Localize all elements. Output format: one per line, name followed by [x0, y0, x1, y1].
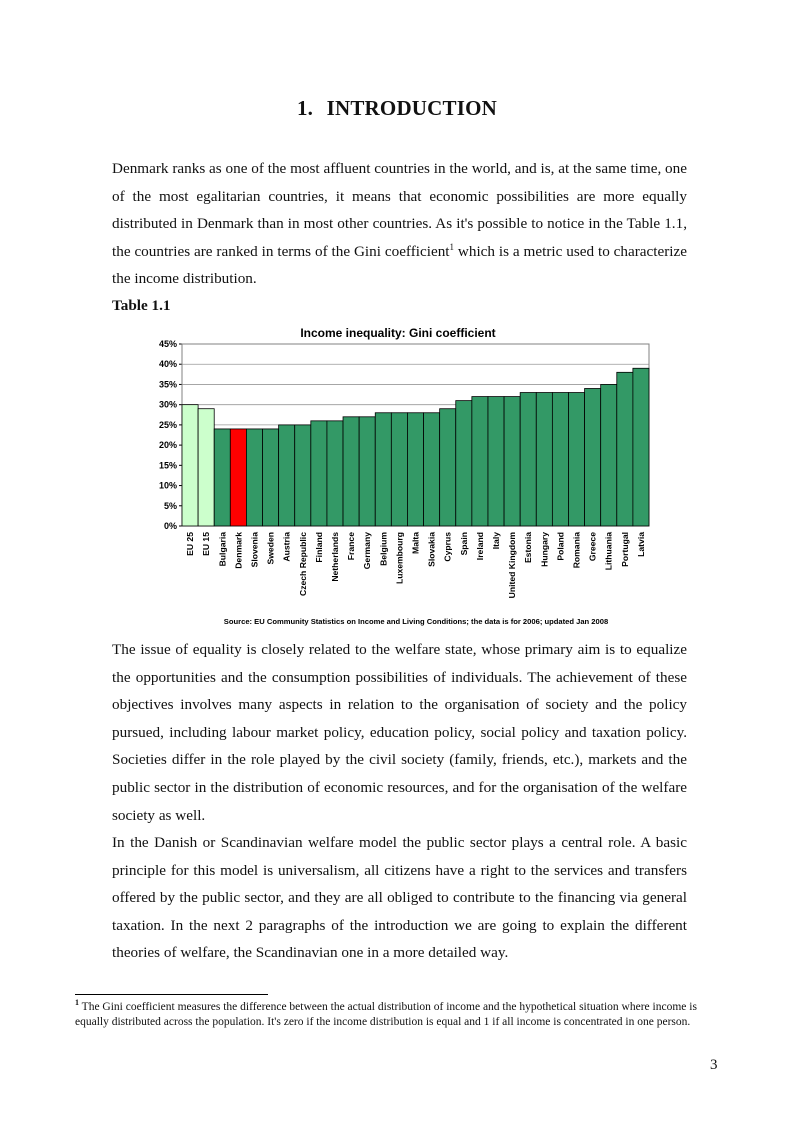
y-tick-label: 25% — [158, 419, 177, 430]
y-tick-label: 20% — [158, 440, 177, 451]
footnote-text: The Gini coefficient measures the difference between the actual distribution of income and the hypothetical situation where income is equally distributed across the population. It's zero if the income distribution is equal and 1 if all income is concentrated in one person. — [75, 1001, 697, 1028]
bar-finland — [311, 421, 327, 526]
footnote — [75, 1000, 720, 1030]
x-tick-label: Finland — [313, 532, 324, 563]
y-tick-label: 15% — [158, 460, 177, 471]
x-tick-label: Luxembourg — [394, 532, 405, 585]
x-tick-label: Ireland — [474, 532, 485, 561]
y-tick-label: 5% — [163, 500, 177, 511]
section-number: 1. — [296, 96, 314, 120]
x-tick-label: Lithuania — [603, 532, 614, 571]
x-tick-label: Belgium — [378, 532, 389, 566]
bar-hungary — [536, 393, 552, 526]
chart-title: Income inequality: Gini coefficient — [300, 326, 496, 340]
bar-czech-republic — [295, 425, 311, 526]
footnote-separator — [75, 994, 268, 995]
bar-austria — [279, 425, 295, 526]
y-tick-label: 30% — [158, 399, 177, 410]
bar-greece — [585, 388, 601, 526]
chart-source: Source: EU Community Statistics on Income and Living Conditions; the data is for 2006; updated Jan 2008 — [223, 617, 609, 626]
page-number: 3 — [710, 1057, 718, 1073]
footnote-marker: 1 — [75, 998, 79, 1008]
bar-italy — [488, 397, 504, 526]
paragraph-intro-text-end: which is a metric used to characterize the income distribution. — [112, 242, 688, 288]
table-label: Table 1.1 — [112, 297, 171, 314]
x-tick-label: France — [346, 532, 357, 561]
bar-eu-25 — [182, 405, 198, 526]
x-tick-label: Czech Republic — [297, 532, 308, 596]
x-tick-label: Germany — [362, 532, 373, 570]
footnote-reference[interactable]: 1 — [449, 241, 455, 252]
paragraph-welfare-equality: The issue of equality is closely related to the welfare state, whose primary aim is to equalize the opportunities and the consumption possibilities of individuals. The achievement of these objectives involves many aspects in relation to the organisation of society and the policy pursued, including labour market policy, education policy, social policy and taxation policy. Societies differ in the role played by the civil society (family, friends, etc.), markets and the public sector in the distribution of economic resources, and for the organisation of the welfare society as well. — [112, 641, 687, 824]
bar-spain — [456, 401, 472, 526]
y-axis-ticks — [159, 339, 182, 531]
chart-bars — [182, 368, 649, 526]
x-tick-label: Greece — [587, 532, 598, 562]
bar-ireland — [472, 397, 488, 526]
x-tick-label: EU 25 — [185, 532, 196, 556]
bar-romania — [568, 393, 584, 526]
bar-sweden — [263, 429, 279, 526]
x-tick-label: Estonia — [523, 532, 534, 564]
x-tick-label: Slovenia — [249, 532, 260, 568]
bar-lithuania — [601, 384, 617, 526]
y-tick-label: 0% — [163, 521, 177, 531]
x-tick-label: Malta — [410, 532, 421, 554]
bar-denmark — [230, 429, 246, 526]
x-tick-label: United Kingdom — [507, 532, 518, 599]
x-tick-label: EU 15 — [201, 532, 212, 556]
paragraph-intro-text: Denmark ranks as one of the most affluent countries in the world, and is, at the same time, one of the most egalitarian countries, it means that economic possibilities are more equally distributed in Denmark than in most other countries. As it's possible to notice in the Table 1.1, the countries are ranked in terms of the Gini coefficient — [112, 160, 687, 260]
section-heading — [0, 96, 794, 121]
x-tick-label: Latvia — [635, 532, 646, 557]
x-tick-label: Netherlands — [329, 532, 340, 582]
bar-france — [343, 417, 359, 526]
y-tick-label: 40% — [158, 359, 177, 370]
bar-belgium — [375, 413, 391, 526]
bar-eu-15 — [198, 409, 214, 526]
bar-malta — [407, 413, 423, 526]
x-tick-label: Romania — [571, 532, 582, 569]
bar-germany — [359, 417, 375, 526]
x-tick-label: Bulgaria — [217, 532, 228, 567]
paragraph-intro — [112, 155, 687, 293]
x-tick-label: Slovakia — [426, 532, 437, 567]
bar-united-kingdom — [504, 397, 520, 526]
paragraph-scandinavian-model: In the Danish or Scandinavian welfare model the public sector plays a central role. A basic principle for this model is universalism, all citizens have a right to the services and transfers offered by the public sector, and they are all obliged to contribute to the financing via general taxation. In the next 2 paragraphs of the introduction we are going to explain the different theories of welfare, the Scandinavian one in a more detailed way. — [112, 834, 687, 962]
bar-poland — [552, 393, 568, 526]
y-tick-label: 45% — [158, 339, 177, 349]
bar-slovakia — [424, 413, 440, 526]
bar-luxembourg — [391, 413, 407, 526]
x-axis-labels — [185, 532, 646, 599]
y-tick-label: 10% — [158, 480, 177, 491]
section-title: INTRODUCTION — [326, 96, 498, 120]
bar-cyprus — [440, 409, 456, 526]
bar-slovenia — [246, 429, 262, 526]
x-tick-label: Hungary — [539, 532, 550, 567]
x-tick-label: Spain — [458, 532, 469, 556]
bar-netherlands — [327, 421, 343, 526]
x-tick-label: Austria — [281, 532, 292, 562]
y-tick-label: 35% — [158, 379, 177, 390]
bar-estonia — [520, 393, 536, 526]
x-tick-label: Italy — [491, 532, 502, 550]
x-tick-label: Portugal — [619, 532, 630, 567]
bar-latvia — [633, 368, 649, 526]
x-tick-label: Poland — [555, 532, 566, 561]
x-tick-label: Sweden — [265, 532, 276, 565]
x-tick-label: Cyprus — [442, 532, 453, 562]
bar-bulgaria — [214, 429, 230, 526]
bar-portugal — [617, 372, 633, 526]
x-tick-label: Denmark — [233, 532, 244, 569]
gini-bar-chart — [140, 322, 660, 630]
